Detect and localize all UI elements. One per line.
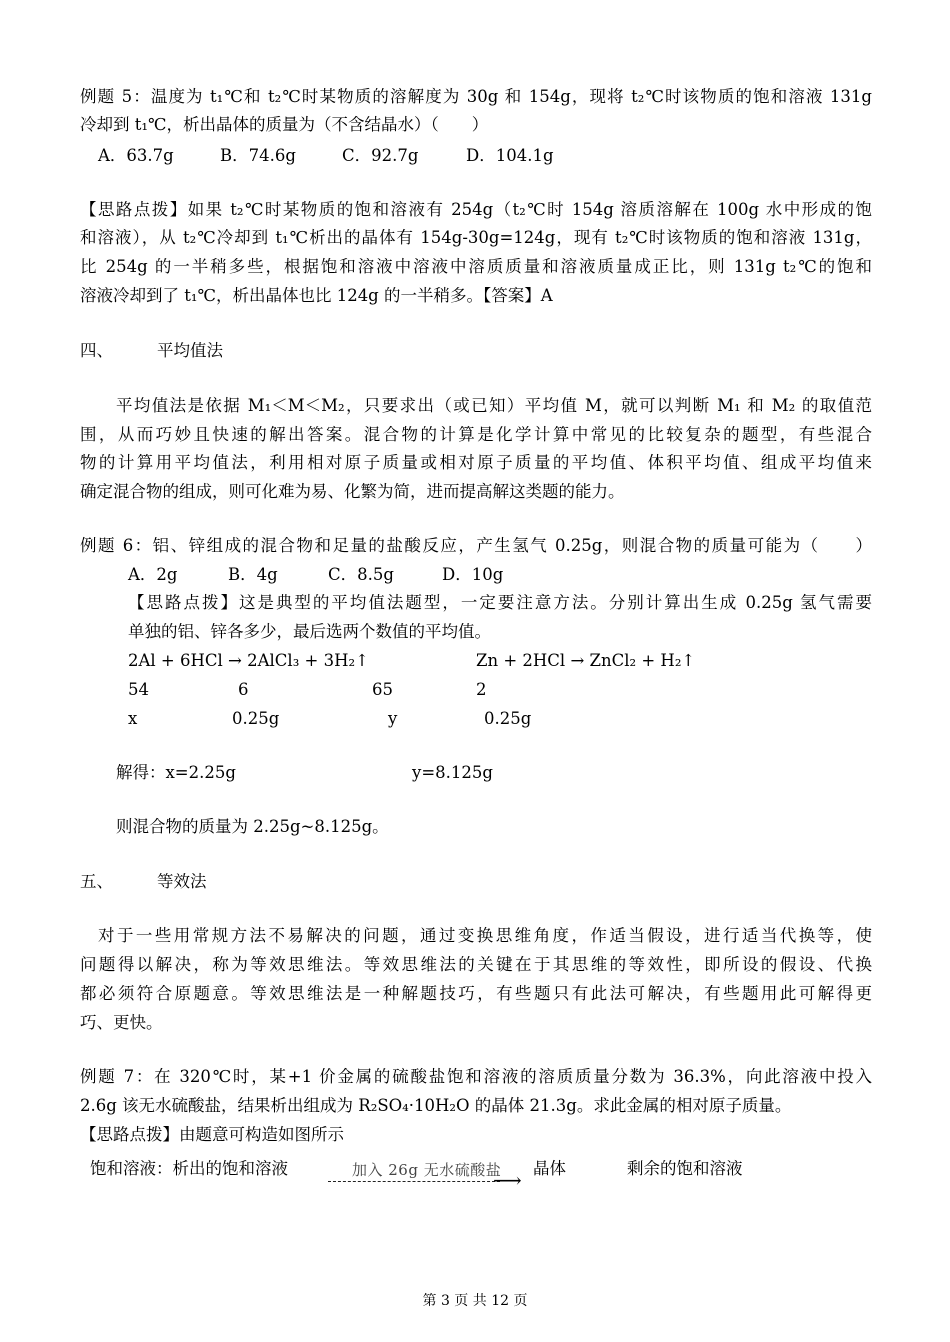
equation-zinc: Zn + 2HCl → ZnCl₂ + H₂↑ (476, 651, 696, 670)
unknown-x: x (128, 709, 138, 728)
example-7-line-2: 2.6g 该无水硫酸盐，结果析出组成为 R₂SO₄·10H₂O 的晶体 21.3g。求此金属的相对原子质量。 (80, 1096, 792, 1115)
option-d: D．10g (442, 565, 504, 584)
tip-5-line-3: 比 254g 的一半稍多些，根据饱和溶液中溶液中溶质质量和溶液质量成正比，则 131g t₂℃的饱和 (80, 257, 872, 276)
solution-y: y=8.125g (412, 763, 493, 782)
section-4-para-line-3: 物的计算用平均值法，利用相对原子质量或相对原子质量的平均值、体积平均值、组成平均值来 (80, 453, 872, 472)
section-5-para-line-1: 对于一些用常规方法不易解决的问题，通过变换思维角度，作适当假设，进行适当代换等，使 (98, 926, 872, 945)
example-5-options (98, 145, 554, 167)
example-7-tip: 【思路点拨】由题意可构造如图所示 (80, 1125, 344, 1144)
solution-x: 解得：x=2.25g (116, 763, 236, 782)
reaction-arrow (328, 1155, 524, 1191)
section-4-title: 平均值法 (157, 341, 223, 360)
tip-5-line-4: 溶液冷却到了 t₁℃，析出晶体也比 124g 的一半稍多。【答案】A (80, 286, 553, 305)
option-c: C．92.7g (342, 146, 419, 165)
arrow-shaft (328, 1181, 500, 1182)
option-c: C．8.5g (328, 565, 394, 584)
mass-h2-al: 6 (238, 680, 249, 699)
equation-aluminum: 2Al + 6HCl → 2AlCl₃ + 3H₂↑ (128, 651, 369, 670)
mass-al: 54 (128, 680, 149, 699)
section-4-para-line-2: 围，从而巧妙且快速的解出答案。混合物的计算是化学计算中常见的比较复杂的题型，有些混合 (80, 425, 872, 444)
page-footer: 第 3 页 共 12 页 (422, 1293, 528, 1309)
arrow-label: 加入 26g 无水硫酸盐 (352, 1161, 502, 1179)
mass-zn: 65 (372, 680, 393, 699)
section-5-number: 五、 (80, 872, 113, 891)
example-5-line-2: 冷却到 t₁℃，析出晶体的质量为（不含结晶水）（ ） (80, 115, 489, 134)
section-4-number: 四、 (80, 341, 113, 360)
tip-5-line-2: 和溶液），从 t₂℃冷却到 t₁℃析出的晶体有 154g-30g=124g，现有 t₂℃时该物质的饱和溶液 131g， (80, 228, 872, 247)
arrow-head-icon: ⟶ (493, 1168, 522, 1192)
mass-h2-zn: 2 (476, 680, 487, 699)
option-a: A．63.7g (98, 146, 174, 165)
example-6-tip-line-2: 单独的铝、锌各多少，最后选两个数值的平均值。 (128, 622, 491, 641)
example-7-line-1: 例题 7：在 320℃时，某+1 价金属的硫酸盐饱和溶液的溶质质量分数为 36.3%，向此溶液中投入 (80, 1067, 872, 1086)
section-5-para-line-2: 问题得以解决，称为等效思维法。等效思维法的关键在于其思维的等效性，即所设的假设、代换 (80, 955, 872, 974)
section-4-para-line-1: 平均值法是依据 M₁＜M＜M₂，只要求出（或已知）平均值 M，就可以判断 M₁ 和 M₂ 的取值范 (116, 396, 872, 415)
example-6-options (128, 564, 503, 586)
option-b: B．4g (228, 565, 278, 584)
given-h2-al: 0.25g (232, 709, 280, 728)
option-b: B．74.6g (220, 146, 296, 165)
option-a: A．2g (128, 565, 178, 584)
option-d: D．104.1g (466, 146, 554, 165)
given-h2-zn: 0.25g (484, 709, 532, 728)
example-6-tip-line-1: 【思路点拨】这是典型的平均值法题型，一定要注意方法。分别计算出生成 0.25g 氢气需要 (128, 593, 872, 612)
section-5-para-line-4: 巧、更快。 (80, 1013, 163, 1032)
example-5-line-1: 例题 5：温度为 t₁℃和 t₂℃时某物质的溶解度为 30g 和 154g，现将 t₂℃时该物质的饱和溶液 131g (80, 87, 872, 106)
section-4-para-line-4: 确定混合物的组成，则可化难为易、化繁为简，进而提高解这类题的能力。 (80, 482, 625, 501)
diagram-crystal-label: 晶体 (533, 1159, 566, 1178)
diagram-left-label: 饱和溶液：析出的饱和溶液 (90, 1159, 288, 1178)
unknown-y: y (388, 709, 398, 728)
section-5-para-line-3: 都必须符合原题意。等效思维法是一种解题技巧，有些题只有此法可解决，有些题用此可解得更 (80, 984, 872, 1003)
diagram-remaining-label: 剩余的饱和溶液 (627, 1159, 743, 1178)
tip-5-line-1: 【思路点拨】如果 t₂℃时某物质的饱和溶液有 254g（t₂℃时 154g 溶质溶解在 100g 水中形成的饱 (80, 200, 872, 219)
example-6-line-1: 例题 6：铝、锌组成的混合物和足量的盐酸反应，产生氢气 0.25g，则混合物的质量可能为（ ） (80, 536, 872, 555)
section-5-title: 等效法 (157, 872, 207, 891)
example-6-conclusion: 则混合物的质量为 2.25g~8.125g。 (116, 817, 389, 836)
